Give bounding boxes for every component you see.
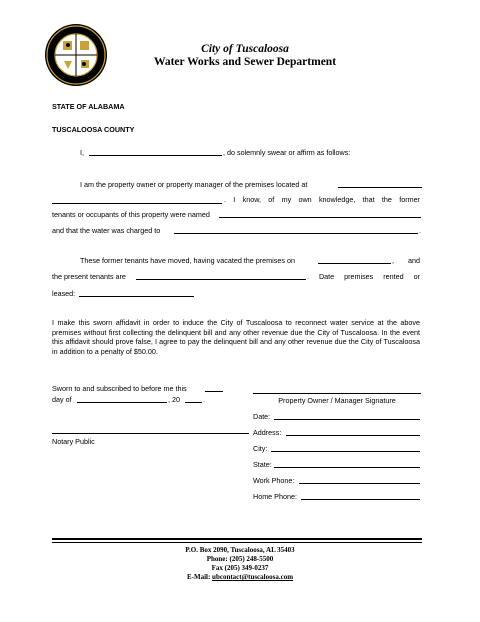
owner-line4-end: . [419, 226, 421, 235]
rented-date-field[interactable] [79, 296, 194, 297]
date-label: Date: [253, 412, 271, 421]
work-phone-label: Work Phone: [253, 476, 295, 485]
county-heading: TUSCALOOSA COUNTY [52, 125, 135, 134]
department-title: Water Works and Sewer Department [153, 56, 337, 68]
sworn-day-field[interactable] [205, 391, 223, 392]
date-field[interactable] [274, 419, 420, 420]
footer-rule-thick [52, 538, 422, 540]
sworn-month-field[interactable] [77, 402, 167, 403]
footer-address: P.O. Box 2090, Tuscaloosa, AL 35403 [185, 546, 295, 554]
footer-rule-thin [52, 542, 422, 543]
footer-fax: Fax (205) 349-0237 [211, 564, 269, 572]
owner-line1: I am the property owner or property manager of the premises located at [80, 180, 308, 189]
water-charged-to-field[interactable] [174, 233, 418, 234]
tenants-line2-rest: . Date premises rented or [307, 272, 420, 281]
owner-signature-line[interactable] [253, 393, 421, 394]
footer-email-label: E-Mail: [186, 573, 211, 581]
tenants-line1: These former tenants have moved, having vacated the premises on [80, 256, 295, 265]
address-field[interactable] [286, 435, 420, 436]
footer-phone: Phone: (205) 248-5500 [206, 555, 274, 563]
present-tenants-field[interactable] [136, 279, 306, 280]
signature-label: Property Owner / Manager Signature [278, 396, 396, 405]
home-phone-field[interactable] [301, 499, 420, 500]
oath-suffix: , do solemnly swear or affirm as follows: [223, 148, 351, 157]
sworn-year-end: . [203, 395, 205, 404]
former-tenants-field[interactable] [219, 217, 421, 218]
address-label: Address: [253, 428, 282, 437]
city-seal-logo [44, 23, 108, 87]
footer-email-line [0, 573, 480, 582]
premises-address-field[interactable] [338, 187, 422, 188]
owner-line4: and that the water was charged to [52, 226, 161, 235]
notary-signature-line[interactable] [52, 433, 249, 434]
sworn-day-label: day of [52, 395, 72, 404]
footer-email-link[interactable]: ubcontact@tuscaloosa.com [212, 573, 294, 581]
oath-prefix: I, [80, 148, 84, 157]
premises-address-field-cont[interactable] [52, 203, 222, 204]
owner-line3: tenants or occupants of this property were named [52, 210, 210, 219]
notary-label: Notary Public [52, 437, 95, 446]
work-phone-field[interactable] [299, 483, 420, 484]
home-phone-label: Home Phone: [253, 492, 297, 501]
affidavit-text: I make this sworn affidavit in order to induce the City of Tuscaloosa to reconnect water service at the above premises without first collecting the delinquent bill and any other revenue due the City of Tuscaloosa. In the event this affidavit should prove false, I agree to pay the delinquent bill and any other revenue due the City of Tuscaloosa in addition to a penalty of $50.00. [52, 318, 420, 356]
sworn-year-prefix: , 20 [168, 395, 180, 404]
vacated-date-field[interactable] [318, 263, 391, 264]
state-field[interactable] [274, 467, 420, 468]
city-title: City of Tuscaloosa [201, 43, 289, 55]
sworn-year-field[interactable] [185, 402, 202, 403]
city-field[interactable] [271, 451, 420, 452]
sworn-line1: Sworn to and subscribed to before me this [52, 384, 187, 393]
tenants-line2: the present tenants are [52, 272, 126, 281]
city-label: City: [253, 444, 268, 453]
tenants-line1-end: , and [392, 256, 420, 265]
owner-line2: . I know, of my own knowledge, that the former [224, 195, 420, 204]
state-label: State: [253, 460, 272, 469]
state-heading: STATE OF ALABAMA [52, 102, 125, 111]
tenants-line3: leased: [52, 289, 76, 298]
affiant-name-field[interactable] [89, 155, 222, 156]
